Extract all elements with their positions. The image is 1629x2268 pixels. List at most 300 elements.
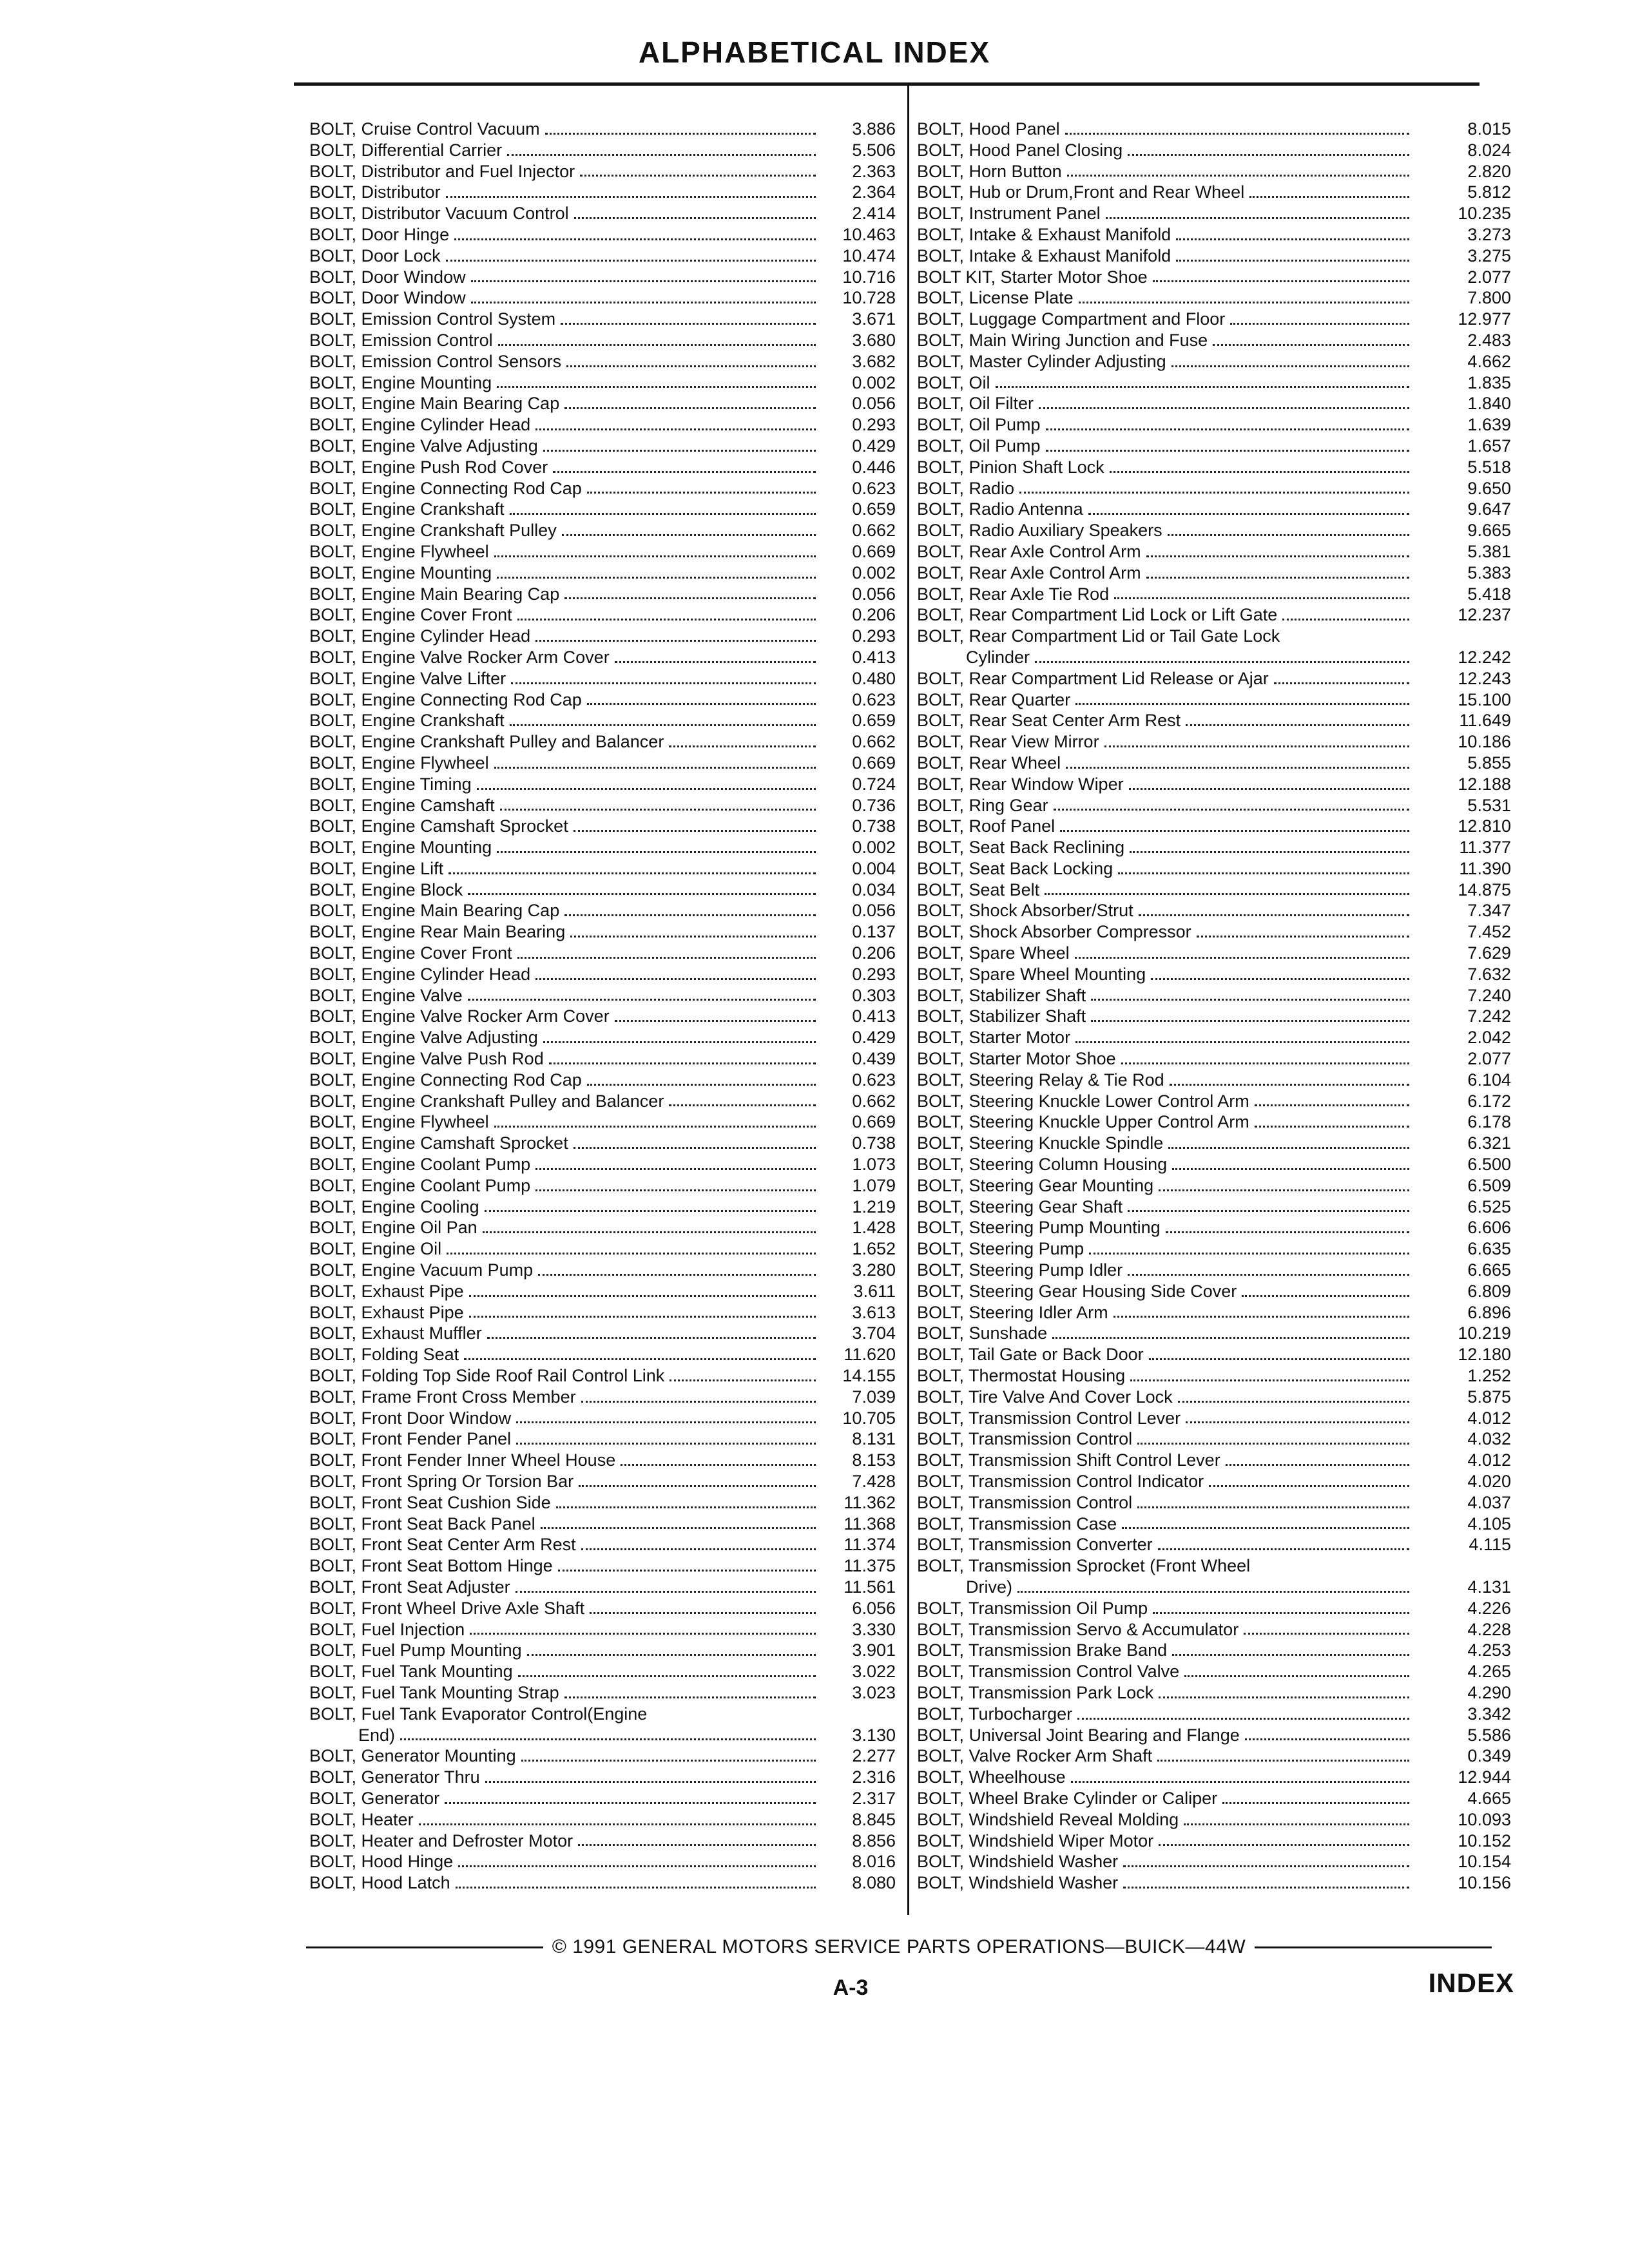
index-entry	[309, 1133, 896, 1154]
index-entry-text: BOLT, Engine Coolant Pump	[309, 1175, 531, 1195]
dot-leader	[1170, 1084, 1409, 1086]
index-entry	[917, 1408, 1511, 1429]
index-entry-label	[309, 182, 821, 203]
index-entry	[309, 224, 896, 245]
index-entry-text: BOLT, Seat Belt	[917, 879, 1040, 899]
index-entry-text: BOLT, Steering Gear Shaft	[917, 1196, 1123, 1216]
index-entry-label	[917, 1175, 1414, 1196]
index-entry-text: BOLT, Engine Crankshaft	[309, 499, 505, 519]
dot-leader	[1146, 577, 1409, 579]
index-entry-label	[917, 1006, 1414, 1027]
index-entry-text: BOLT, Hood Panel	[917, 119, 1060, 139]
dot-leader	[1046, 450, 1409, 452]
index-entry-text: BOLT, Windshield Reveal Molding	[917, 1809, 1179, 1829]
dot-leader	[621, 1464, 816, 1466]
dot-leader	[1065, 133, 1409, 135]
index-entry-text: BOLT, Engine Mounting	[309, 372, 492, 392]
index-entry-ref: 7.632	[1467, 964, 1511, 984]
index-entry-text: BOLT, Engine Camshaft Sprocket	[309, 1133, 568, 1153]
index-entry-continuation	[309, 1725, 821, 1746]
index-entry-label	[917, 1154, 1414, 1175]
index-entry-ref: 11.362	[843, 1492, 896, 1512]
dot-leader	[516, 1591, 816, 1593]
index-entry-text: BOLT, Steering Knuckle Lower Control Arm	[917, 1091, 1249, 1111]
index-entry-text: BOLT, Steering Column Housing	[917, 1155, 1168, 1175]
index-entry	[917, 626, 1511, 668]
index-entry-ref: 0.303	[852, 985, 896, 1005]
dot-leader	[558, 1570, 816, 1571]
index-entry-label	[309, 478, 821, 499]
index-entry-text: BOLT, Oil	[917, 372, 990, 392]
index-entry	[917, 1238, 1511, 1260]
index-entry-ref: 2.483	[1467, 330, 1511, 350]
index-entry	[309, 647, 896, 668]
dot-leader	[1226, 1464, 1409, 1466]
index-entry	[309, 1704, 896, 1746]
index-entry	[309, 140, 896, 161]
section-label: INDEX	[1428, 1968, 1514, 1998]
index-entry-ref: 10.156	[1458, 1873, 1511, 1893]
index-entry-text: BOLT, Radio Auxiliary Speakers	[917, 521, 1162, 541]
index-entry-ref: 4.290	[1467, 1682, 1511, 1702]
dot-leader	[469, 1316, 816, 1318]
index-entry-text: BOLT, Wheel Brake Cylinder or Caliper	[917, 1788, 1218, 1808]
index-entry-ref: 4.265	[1467, 1662, 1511, 1682]
index-entry	[309, 1831, 896, 1852]
index-entry-ref: 0.738	[852, 1133, 896, 1153]
index-entry-text: BOLT, Door Window	[309, 288, 466, 308]
index-entry-text: BOLT, Front Seat Center Arm Rest	[309, 1535, 576, 1555]
index-entry-label	[309, 1281, 821, 1302]
index-entry	[309, 309, 896, 330]
index-entry-text: BOLT, Front Door Window	[309, 1408, 512, 1428]
index-entry	[309, 245, 896, 267]
index-entry-ref: 3.682	[852, 351, 896, 371]
index-entry-text: BOLT, Steering Gear Mounting	[917, 1175, 1154, 1195]
index-entry-label	[309, 1492, 821, 1514]
index-entry	[917, 1514, 1511, 1535]
dot-leader	[587, 1084, 816, 1086]
index-entry	[309, 351, 896, 372]
dot-leader	[1149, 1358, 1409, 1360]
page-number: A-3	[833, 1975, 869, 2000]
index-entry-label	[309, 753, 821, 774]
dot-leader	[1045, 893, 1409, 895]
dot-leader	[1129, 788, 1409, 790]
index-entry	[917, 1725, 1511, 1746]
index-entry-ref: 2.820	[1467, 161, 1511, 181]
index-entry	[917, 562, 1511, 584]
index-entry-ref: 7.629	[1467, 943, 1511, 963]
dot-leader	[1168, 1147, 1409, 1149]
dot-leader	[1113, 1316, 1409, 1318]
index-entry-text: BOLT, Engine Vacuum Pump	[309, 1260, 534, 1280]
index-entry-text: BOLT, Oil Filter	[917, 394, 1034, 414]
dot-leader	[454, 238, 816, 240]
index-entry	[309, 1238, 896, 1260]
index-entry-text: BOLT, Frame Front Cross Member	[309, 1387, 576, 1407]
dot-leader	[1066, 767, 1409, 769]
column-divider	[907, 84, 909, 1915]
index-entry-ref: 0.206	[852, 943, 896, 963]
index-entry-text: BOLT, Engine Block	[309, 879, 463, 899]
index-entry-text: BOLT, Rear Compartment Lid Release or Ajar	[917, 668, 1269, 688]
index-entry-ref: 9.665	[1467, 521, 1511, 541]
index-entry-ref: 8.845	[852, 1809, 896, 1829]
index-entry	[917, 224, 1511, 245]
index-entry-label	[309, 1048, 821, 1070]
index-entry-label	[917, 457, 1414, 478]
index-entry-text: BOLT, Spare Wheel Mounting	[917, 964, 1146, 984]
index-entry-ref: 3.023	[852, 1682, 896, 1702]
dot-leader	[1052, 1337, 1409, 1339]
dot-leader	[1176, 238, 1409, 240]
index-entry-label	[309, 1027, 821, 1048]
index-entry-label	[917, 1133, 1414, 1154]
dot-leader	[562, 534, 816, 536]
index-entry-text: BOLT, Windshield Wiper Motor	[917, 1831, 1154, 1850]
index-entry-label	[917, 1323, 1414, 1344]
dot-leader	[1222, 1802, 1409, 1804]
index-entry	[309, 1788, 896, 1809]
index-entry-text: BOLT, Fuel Tank Mounting Strap	[309, 1682, 559, 1702]
index-entry-text: BOLT, Universal Joint Bearing and Flange	[917, 1725, 1240, 1745]
index-entry	[917, 393, 1511, 414]
index-entry-text: BOLT, Engine Crankshaft Pulley and Balancer	[309, 732, 664, 752]
dot-leader	[587, 703, 816, 705]
dot-leader	[494, 1126, 816, 1128]
dot-leader	[1244, 1633, 1409, 1635]
index-entry-ref: 1.079	[852, 1175, 896, 1195]
index-entry-text: BOLT, Engine Camshaft Sprocket	[309, 816, 568, 836]
dot-leader	[1128, 154, 1409, 156]
dot-leader	[535, 1189, 816, 1191]
index-entry-label	[309, 224, 821, 245]
index-entry-label	[309, 1091, 821, 1112]
dot-leader	[615, 661, 816, 663]
dot-leader	[1104, 745, 1409, 747]
index-entry	[917, 309, 1511, 330]
dot-leader	[1245, 1738, 1409, 1740]
index-entry	[917, 1175, 1511, 1196]
index-entry-ref: 2.077	[1467, 267, 1511, 287]
dot-leader	[574, 830, 816, 832]
index-entry-label	[309, 1154, 821, 1175]
index-entry-label	[917, 1217, 1414, 1238]
index-entry	[917, 1788, 1511, 1809]
index-entry	[917, 1831, 1511, 1852]
dot-leader	[570, 936, 816, 937]
index-entry	[917, 1260, 1511, 1281]
index-entry-label	[309, 647, 821, 668]
index-entry-ref: 11.374	[843, 1535, 896, 1555]
index-entry	[917, 1111, 1511, 1133]
dot-leader	[1255, 1126, 1409, 1128]
index-entry	[917, 1048, 1511, 1070]
index-column-right	[917, 119, 1511, 1894]
index-entry	[917, 985, 1511, 1006]
index-entry	[917, 1640, 1511, 1661]
index-entry-text: BOLT, Engine Main Bearing Cap	[309, 394, 560, 414]
index-entry	[309, 1577, 896, 1598]
index-entry-label	[917, 1027, 1414, 1048]
index-entry-ref: 5.855	[1467, 753, 1511, 773]
index-entry-text: BOLT, Tire Valve And Cover Lock	[917, 1387, 1173, 1407]
index-entry-ref: 6.509	[1467, 1175, 1511, 1195]
dot-leader	[538, 1274, 816, 1276]
index-entry-ref: 5.812	[1467, 182, 1511, 202]
index-entry	[917, 1196, 1511, 1218]
index-entry	[917, 689, 1511, 711]
index-entry-ref: 8.131	[852, 1429, 896, 1449]
index-entry-label	[309, 1196, 821, 1218]
index-entry-label	[309, 985, 821, 1006]
dot-leader	[517, 619, 816, 620]
index-entry-label	[309, 1661, 821, 1682]
dot-leader	[469, 1295, 816, 1297]
index-entry	[309, 1027, 896, 1048]
index-entry	[917, 1027, 1511, 1048]
index-entry-label	[917, 816, 1414, 837]
dot-leader	[1139, 914, 1409, 916]
index-entry-ref: 7.242	[1467, 1006, 1511, 1026]
index-entry-label	[309, 203, 821, 224]
index-entry-text: BOLT, Transmission Brake Band	[917, 1640, 1168, 1660]
index-entry	[309, 1408, 896, 1429]
index-entry-text: BOLT, Intake & Exhaust Manifold	[917, 245, 1171, 265]
dot-leader	[471, 302, 816, 303]
dot-leader	[1091, 999, 1409, 1001]
index-entry-ref: 2.317	[852, 1788, 896, 1808]
index-entry-label	[309, 1534, 821, 1555]
dot-leader	[1130, 1379, 1409, 1381]
index-entry	[917, 330, 1511, 351]
index-entry-text: BOLT, Rear Axle Tie Rod	[917, 584, 1110, 604]
index-entry-ref: 5.418	[1467, 584, 1511, 604]
index-entry	[917, 1344, 1511, 1365]
index-entry-label	[309, 837, 821, 858]
dot-leader	[1184, 1675, 1409, 1677]
index-entry-label	[309, 1555, 821, 1577]
index-entry-label	[917, 330, 1414, 351]
index-entry	[917, 1619, 1511, 1640]
index-entry-label	[309, 562, 821, 584]
index-entry-text: BOLT, Intake & Exhaust Manifold	[917, 224, 1171, 244]
index-entry-label	[917, 1111, 1414, 1133]
index-entry-label	[309, 1471, 821, 1492]
index-entry-text: BOLT, Radio Antenna	[917, 499, 1083, 519]
index-entry-ref: 0.446	[852, 457, 896, 477]
index-entry-text: BOLT, Distributor Vacuum Control	[309, 204, 569, 224]
index-entry	[309, 1302, 896, 1323]
index-entry-ref: 0.738	[852, 816, 896, 836]
dot-leader	[1146, 555, 1409, 557]
index-entry-ref: 0.439	[852, 1049, 896, 1069]
index-entry-label	[917, 626, 1414, 668]
dot-leader	[541, 1527, 816, 1529]
dot-leader	[669, 1104, 816, 1106]
index-entry	[309, 753, 896, 774]
index-entry-ref: 0.002	[852, 838, 896, 858]
index-entry-label	[917, 837, 1414, 858]
index-entry-text: BOLT, Transmission Control Indicator	[917, 1472, 1204, 1491]
index-entry	[309, 943, 896, 964]
index-entry-label	[917, 1387, 1414, 1408]
index-entry	[917, 245, 1511, 267]
index-entry-text: BOLT, Engine Connecting Rod Cap	[309, 1070, 582, 1090]
index-entry-text: BOLT, Steering Relay & Tie Rod	[917, 1070, 1164, 1090]
dot-leader	[535, 978, 816, 980]
index-entry	[917, 1809, 1511, 1831]
index-entry-ref: 0.002	[852, 372, 896, 392]
index-entry	[309, 1767, 896, 1788]
index-entry	[309, 1196, 896, 1218]
index-entry-label	[917, 1408, 1414, 1429]
dot-leader	[1121, 1062, 1409, 1064]
index-entry	[917, 795, 1511, 816]
dot-leader	[445, 1802, 816, 1804]
index-entry-text: BOLT, Emission Control System	[309, 309, 556, 329]
index-entry-ref: 0.056	[852, 584, 896, 604]
index-entry-ref: 1.657	[1467, 436, 1511, 456]
index-entry-ref: 12.810	[1458, 816, 1511, 836]
index-entry-ref: 4.012	[1467, 1450, 1511, 1470]
index-entry-text: BOLT, Engine Flywheel	[309, 541, 489, 561]
dot-leader	[1118, 872, 1409, 874]
index-entry-text: BOLT, Transmission Control	[917, 1429, 1133, 1449]
index-entry-ref: 0.413	[852, 647, 896, 667]
dot-leader	[564, 407, 816, 409]
index-entry-ref: 10.474	[842, 245, 896, 265]
index-entry-text: BOLT, Turbocharger	[917, 1704, 1073, 1724]
index-entry-ref: 0.724	[852, 774, 896, 794]
dot-leader	[1137, 1506, 1409, 1508]
index-entry-text: BOLT, Engine Flywheel	[309, 753, 489, 773]
index-entry-text: BOLT, Engine Valve Adjusting	[309, 436, 538, 456]
dot-leader	[564, 597, 816, 599]
index-entry-ref: 10.186	[1458, 732, 1511, 752]
index-entry-label	[917, 1619, 1414, 1640]
index-entry-ref: 1.219	[852, 1196, 896, 1216]
index-entry	[309, 436, 896, 457]
index-entry	[917, 1492, 1511, 1514]
index-entry-ref: 2.414	[852, 204, 896, 224]
index-entry-text: BOLT, Steering Pump Mounting	[917, 1218, 1161, 1238]
dot-leader	[470, 1633, 816, 1635]
index-entry	[309, 1534, 896, 1555]
index-entry-text: BOLT, Ring Gear	[917, 795, 1048, 815]
index-entry	[917, 1387, 1511, 1408]
index-entry-text: BOLT, Starter Motor	[917, 1028, 1071, 1048]
dot-leader	[564, 1696, 816, 1698]
index-entry	[917, 182, 1511, 203]
index-entry-text: BOLT, Emission Control	[309, 330, 493, 350]
index-entry	[309, 837, 896, 858]
index-entry	[309, 710, 896, 731]
index-entry	[917, 372, 1511, 394]
index-entry-label	[917, 710, 1414, 731]
index-entry-ref: 6.178	[1467, 1112, 1511, 1132]
dot-leader	[587, 492, 816, 494]
index-entry-text: BOLT, Transmission Sprocket (Front Wheel	[917, 1556, 1251, 1576]
dot-leader	[456, 1887, 816, 1888]
dot-leader	[1110, 471, 1409, 473]
index-entry-text: BOLT, Engine Cover Front	[309, 605, 512, 625]
index-entry-text: BOLT, Tail Gate or Back Door	[917, 1345, 1144, 1365]
index-entry-ref: 6.321	[1467, 1133, 1511, 1153]
index-entry-label	[309, 604, 821, 626]
index-entry	[309, 541, 896, 562]
index-entry-text: BOLT, Engine Connecting Rod Cap	[309, 478, 582, 498]
index-entry-label	[917, 309, 1414, 330]
dot-leader	[511, 682, 816, 684]
dot-leader	[581, 1401, 816, 1403]
index-entry-text: BOLT, Spare Wheel	[917, 943, 1070, 963]
footer-rule-left	[306, 1946, 543, 1948]
dot-leader	[485, 1781, 816, 1783]
index-entry-ref: 0.137	[852, 922, 896, 942]
index-entry	[309, 1471, 896, 1492]
index-entry-text: BOLT, Front Seat Back Panel	[309, 1514, 535, 1533]
index-entry-ref: 7.428	[852, 1472, 896, 1491]
index-entry	[309, 1745, 896, 1767]
index-entry-label	[309, 541, 821, 562]
index-entry-ref: 8.015	[1467, 119, 1511, 139]
index-entry	[917, 584, 1511, 605]
index-entry-label	[309, 1133, 821, 1154]
index-entry-label	[309, 584, 821, 605]
index-entry-text: BOLT, Rear Axle Control Arm	[917, 562, 1141, 582]
index-entry-label	[309, 1831, 821, 1852]
index-entry-label	[917, 1851, 1414, 1872]
index-entry	[917, 1704, 1511, 1725]
index-entry-text: BOLT, Heater and Defroster Motor	[309, 1831, 574, 1850]
index-entry	[309, 879, 896, 901]
index-entry-ref: 3.330	[852, 1619, 896, 1639]
dot-leader	[564, 914, 816, 916]
dot-leader	[1153, 1612, 1409, 1614]
index-entry	[309, 1091, 896, 1112]
index-entry-label	[309, 816, 821, 837]
index-entry	[917, 837, 1511, 858]
index-entry-ref: 0.662	[852, 732, 896, 752]
dot-leader	[1046, 428, 1409, 430]
index-entry	[309, 287, 896, 309]
index-entry-text: BOLT, Engine Valve Push Rod	[309, 1049, 544, 1069]
index-entry-label	[309, 943, 821, 964]
index-entry-ref: 10.219	[1458, 1323, 1511, 1343]
dot-leader	[581, 1548, 816, 1550]
index-entry-text: BOLT, Emission Control Sensors	[309, 351, 562, 371]
index-entry-label	[309, 1640, 821, 1661]
index-entry-ref: 10.154	[1458, 1852, 1511, 1872]
index-entry-label	[309, 1175, 821, 1196]
index-entry-label	[917, 1344, 1414, 1365]
index-entry-ref: 5.381	[1467, 541, 1511, 561]
index-entry-text: BOLT, Windshield Washer	[917, 1852, 1119, 1872]
index-entry-ref: 11.368	[843, 1514, 896, 1533]
index-entry-ref: 7.452	[1467, 922, 1511, 942]
index-entry-text: BOLT, Main Wiring Junction and Fuse	[917, 330, 1208, 350]
dot-leader	[527, 1654, 816, 1656]
index-entry	[309, 1217, 896, 1238]
dot-leader	[1039, 407, 1409, 409]
index-entry-text: BOLT, Oil Pump	[917, 415, 1041, 435]
index-entry-label	[917, 1745, 1414, 1767]
index-entry-label	[917, 140, 1414, 161]
index-entry-label	[309, 161, 821, 182]
index-entry-ref: 4.253	[1467, 1640, 1511, 1660]
